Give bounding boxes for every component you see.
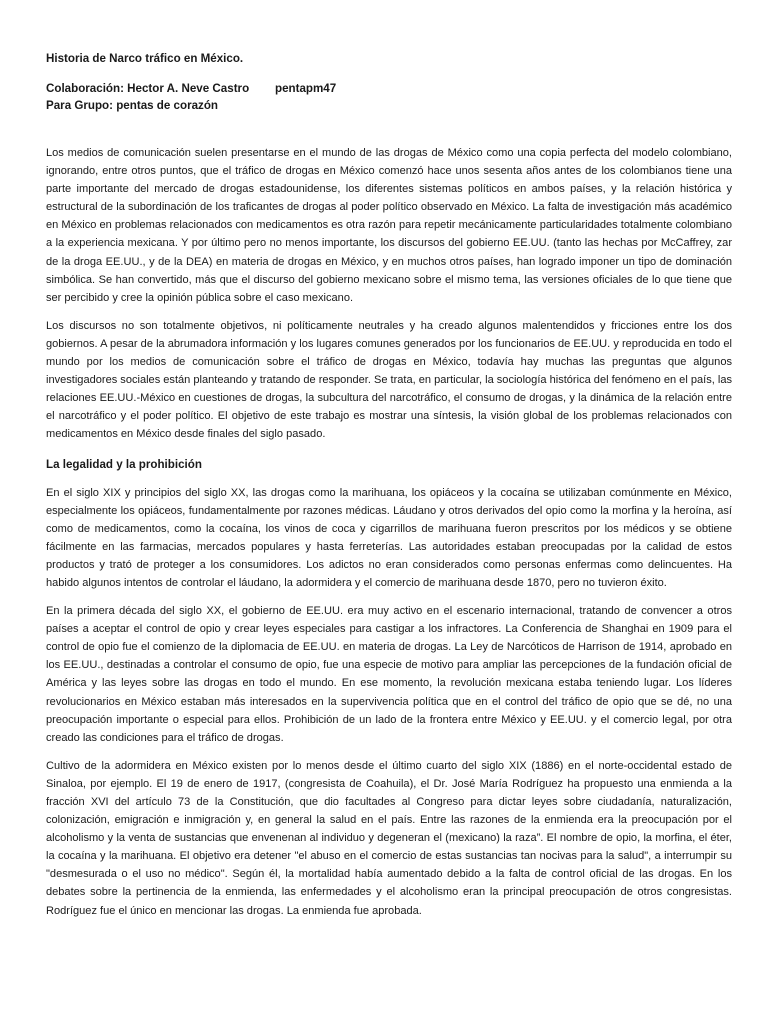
group-line: Para Grupo: pentas de corazón	[46, 99, 219, 112]
paragraph: Cultivo de la adormidera en México existen por lo menos desde el último cuarto del siglo XIX (1886) en el norte-occidental estado de Sinaloa, por ejemplo. El 19 de enero de 1917, (congresista de Coahuila), el Dr. José María Rodríguez ha propuesto una enmienda a la fracción XVI del artículo 73 de la Constitución, que dio facultades al Congreso para dictar leyes sobre ciudadanía, naturalización, colonización, emigración e inmigración y, en general la salud en el país. Entre las razones de la enmienda era la preocupación por el alcoholismo y la venta de sustancias que envenenan al individuo y degeneran el (mexicano) la raza”. El nombre de opio, la morfina, el éter, la cocaína y la marihuana. El objetivo era detener "el abuso en el comercio de estas sustancias tan nocivas para la salud", a interrumpir su "desmesurada o el uso no médico". Según él, la mortalidad había aumentado debido a la falta de control oficial de las drogas. En los debates sobre la pertinencia de la enmienda, las enfermedades y el alcoholismo eran la principal preocupación de otros congresistas. Rodríguez fue el único en mencionar las drogas. La enmienda fue aprobada.	[46, 759, 732, 917]
collaboration-row	[46, 80, 732, 97]
collaboration-credit: Colaboración: Hector A. Neve Castro	[46, 82, 250, 95]
author-handle: pentapm47	[275, 82, 337, 95]
paragraph: En el siglo XIX y principios del siglo XX, las drogas como la marihuana, los opiáceos y la cocaína se utilizaban comúnmente en México, especialmente los opiáceos, fundamentalmente por razones médicas. Láudano y otros derivados del opio como la morfina y la heroína, así como de medicamentos, como la cocaína, los vinos de coca y cigarrillos de marihuana fueron prescritos por los médicos y se obtiene fácilmente en las farmacias, mercados populares y hasta ferreterías. Las autoridades estaban preocupadas por la calidad de estos productos y trató de proteger a los consumidores. Los adictos no eran considerados como personas enfermas como delincuentes. Ha habido algunos intentos de controlar el láudano, la adormidera y el comercio de marihuana desde 1870, pero no tuvieron éxito.	[46, 486, 732, 589]
document-title: Historia de Narco tráfico en México.	[46, 52, 244, 65]
paragraph: En la primera década del siglo XX, el gobierno de EE.UU. era muy activo en el escenario internacional, tratando de convencer a otros países a aceptar el control de opio y crear leyes especiales para castigar a los infractores. La Conferencia de Shanghai en 1909 para el control de opio fue el comienzo de la diplomacia de EE.UU. en materia de drogas. La Ley de Narcóticos de Harrison de 1914, aprobado en los EE.UU., destinadas a controlar el consumo de opio, fue una especie de motivo para ampliar las percepciones de la fundación oficial de América y las leyes sobre las drogas en todo el mundo. En ese momento, la revolución mexicana estaba teniendo lugar. Los líderes revolucionarios en México estaban más interesados en la supervivencia política que en el control del tráfico de opio que se dé, no una preocupación importante o especial para ellos. Prohibición de un lado de la frontera entre México y EE.UU. y el comercio legal, por otra creado las condiciones para el tráfico de drogas.	[46, 605, 732, 744]
paragraph: Los medios de comunicación suelen presentarse en el mundo de las drogas de México como una copia perfecta del modelo colombiano, ignorando, entre otros puntos, que el tráfico de drogas en México comenzó hace unos sesenta años antes de los colombianos tiene una parte importante del mercado de drogas estadounidense, los diferentes sistemas políticos en ambos países, y la relación histórica y estructural de la subordinación de los traficantes de drogas al poder político observado en México. La falta de investigación más académico en México en problemas relacionados con medicamentos es otra razón para repetir mecánicamente particularidades totalmente colombiano a la experiencia mexicana. Y por último pero no menos importante, los discursos del gobierno EE.UU. (tanto las hechas por McCaffrey, zar de la droga EE.UU., y de la DEA) en materia de drogas en México, y en muchos otros países, han logrado imponer un tipo de dominación simbólica. Se han convertido, más que el discurso del gobierno mexicano sobre el mismo tema, las versiones oficiales de lo que tiene que ser percibido y cree la opinión pública sobre el caso mexicano.	[46, 147, 732, 304]
document-meta	[46, 80, 732, 114]
document-page	[46, 50, 732, 920]
paragraph: Los discursos no son totalmente objetivos, ni políticamente neutrales y ha creado algunos malentendidos y fricciones entre los dos gobiernos. A pesar de la abrumadora información y los lugares comunes generados por los funcionarios de EE.UU. y reproducida en todo el mundo por los medios de comunicación sobre el tráfico de drogas en México, todavía hay muchas las preguntas que algunos investigadores sociales están planteando y tratando de responder. Se trata, en particular, la sociología histórica del fenómeno en el país, las relaciones EE.UU.-México en cuestiones de drogas, la subcultura del narcotráfico, el consumo de drogas, y la dinámica de la relación entre el narcotráfico y el poder político. El objetivo de este trabajo es mostrar una síntesis, la visión global de los problemas relacionados con medicamentos en México desde finales del siglo pasado.	[46, 319, 732, 441]
section-heading: La legalidad y la prohibición	[46, 457, 202, 471]
spacer	[46, 114, 732, 144]
